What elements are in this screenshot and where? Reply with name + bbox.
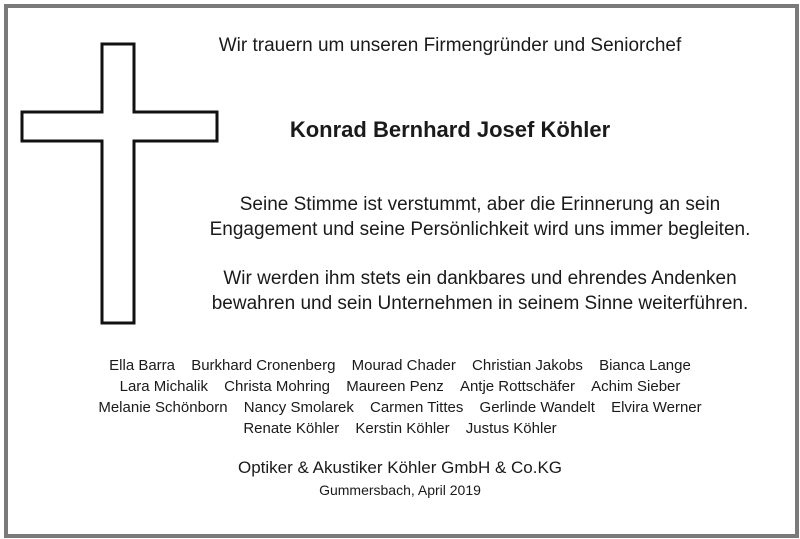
mourner: Christian Jakobs: [472, 357, 583, 374]
message-2-line-2: bewahren und sein Unternehmen in seinem Sinne weiterführen.: [211, 293, 749, 314]
mourner: Renate Köhler: [243, 420, 340, 437]
mourner: Melanie Schönborn: [98, 399, 228, 416]
mourner: Carmen Tittes: [370, 399, 464, 416]
mourner: Antje Rottschäfer: [459, 378, 575, 395]
mourner: Achim Sieber: [591, 378, 681, 395]
mourner: Maureen Penz: [346, 378, 444, 395]
message-1-line-2: Engagement und seine Persönlichkeit wird uns immer begleiten.: [209, 219, 751, 240]
place-date: Gummersbach, April 2019: [319, 482, 481, 498]
mourner: Christa Mohring: [224, 378, 331, 395]
message-paragraph-2: [160, 266, 800, 316]
mourner: Lara Michalik: [119, 378, 208, 395]
mourners-list: [0, 355, 800, 439]
mourner: Elvira Werner: [611, 399, 702, 416]
message-2-line-1: Wir werden ihm stets ein dankbares und ehrendes Andenken: [223, 268, 737, 289]
mourners-row-1: [0, 355, 800, 376]
mourners-row-3: [0, 397, 800, 418]
mourner: Burkhard Cronenberg: [191, 357, 336, 374]
mourner: Mourad Chader: [351, 357, 456, 374]
mourners-row-4: [0, 418, 800, 439]
mourner: Nancy Smolarek: [243, 399, 354, 416]
mourner: Justus Köhler: [465, 420, 557, 437]
mourner: Bianca Lange: [599, 357, 691, 374]
mourners-row-2: [0, 376, 800, 397]
message-paragraph-1: [160, 192, 800, 242]
mourner: Ella Barra: [109, 357, 176, 374]
mourner: Gerlinde Wandelt: [479, 399, 595, 416]
message-1-line-1: Seine Stimme ist verstummt, aber die Erinnerung an sein: [239, 194, 721, 215]
company-name: Optiker & Akustiker Köhler GmbH & Co.KG: [237, 458, 563, 477]
intro-text: Wir trauern um unseren Firmengründer und Seniorchef: [218, 35, 682, 56]
deceased-name: Konrad Bernhard Josef Köhler: [289, 117, 611, 142]
mourner: Kerstin Köhler: [355, 420, 450, 437]
